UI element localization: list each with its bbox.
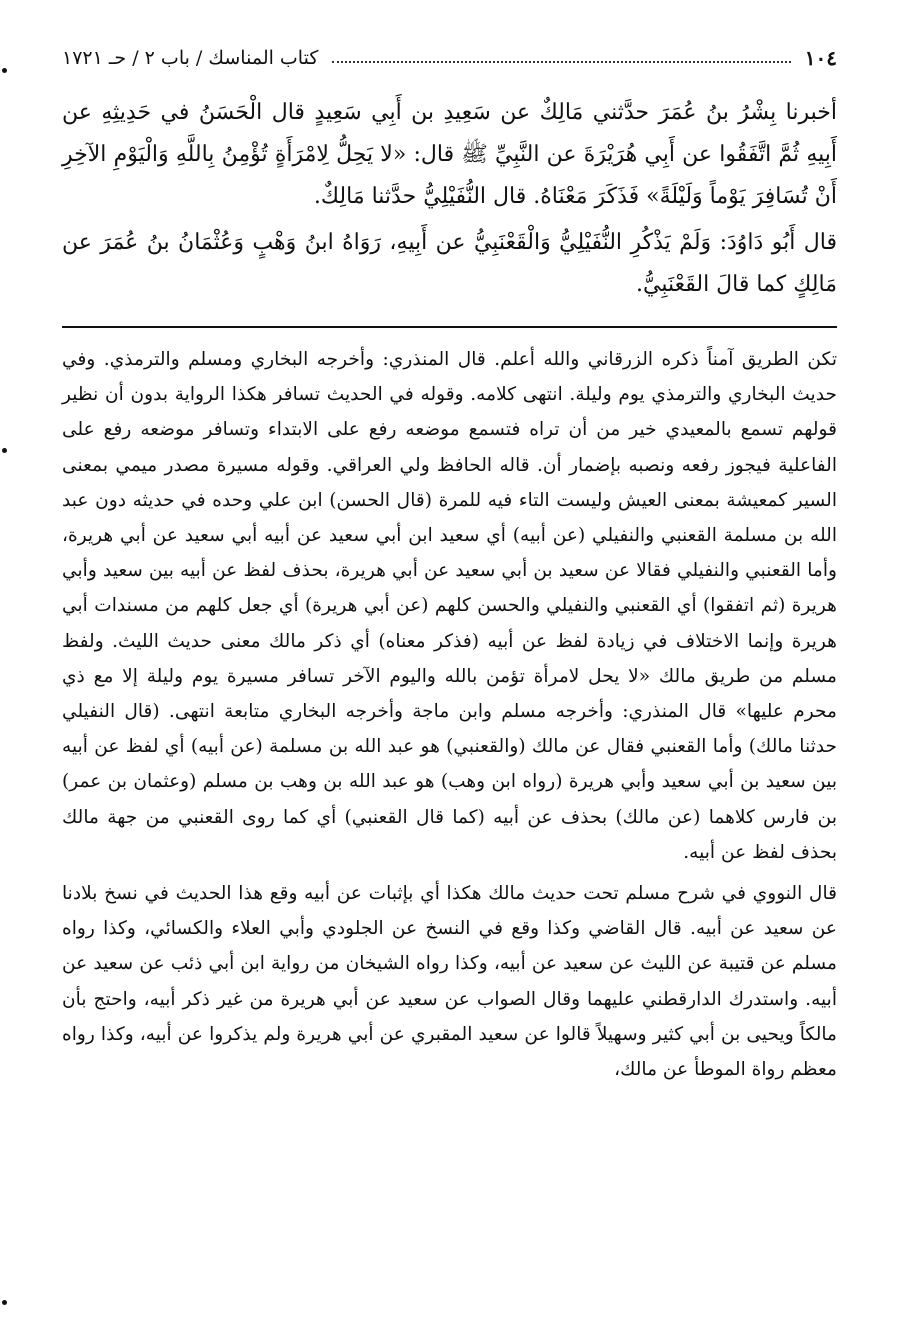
page-number: ١٠٤ <box>804 46 837 70</box>
commentary-paragraph: قال النووي في شرح مسلم تحت حديث مالك هكذا أي بإثبات عن أبيه وقع هذا الحديث في نسخ بلادنا عن سعيد عن أبيه. قال القاضي وكذا وقع في النسخ عن الجلودي وأبي العلاء والكسائي، وكذا رواه مسلم عن قتيبة عن الليث عن سعيد عن أبيه، وكذا رواه الشيخان من رواية ابن أبي ذئب عن سعيد عن أبيه. واستدرك الدارقطني عليهما وقال الصواب عن سعيد عن أبي هريرة من غير ذكر أبيه، واحتج بأن مالكاً ويحيى بن أبي كثير وسهيلاً قالوا عن سعيد المقبري عن أبي هريرة ولم يذكروا عن أبيه، وكذا رواه معظم رواة الموطأ عن مالك، <box>62 883 837 1081</box>
margin-mark <box>2 68 7 73</box>
book-page <box>62 38 837 1087</box>
commentary-paragraph: تكن الطريق آمناً ذكره الزرقاني والله أعلم. قال المنذري: وأخرجه البخاري ومسلم والترمذي. وفي حديث البخاري والترمذي يوم وليلة. انتهى كلامه. وقوله في الحديث تسافر هكذا الرواية بدون أن نظير قولهم تسمع بالمعيدي خير من أن تراه فتسمع موضعه رفع على الابتداء وتسافر موضعه رفع على الفاعلية فيجوز رفعه ونصبه بإضمار أن. قاله الحافظ ولي العراقي. وقوله مسيرة مصدر ميمي بمعنى السير كمعيشة بمعنى العيش وليست التاء فيه للمرة (قال الحسن) ابن علي وحده في حديثه دون عبد الله بن مسلمة القعنبي والنفيلي (عن أبيه) أي سعيد ابن أبي سعيد عن أبيه أبي سعيد عن أبي هريرة، وأما القعنبي والنفيلي فقالا عن سعيد بن أبي سعيد عن أبي هريرة، بحذف لفظ عن أبيه بين سعيد وأبي هريرة (ثم اتفقوا) أي القعنبي والنفيلي والحسن كلهم (عن أبي هريرة) أي جعل كلهم من مسندات أبي هريرة وإنما الاختلاف في زيادة لفظ عن أبيه (فذكر معناه) أي ذكر مالك معنى حديث الليث. ولفظ مسلم من طريق مالك «لا يحل لامرأة تؤمن بالله واليوم الآخر تسافر مسيرة يوم وليلة إلا مع ذي محرم عليها» قال المنذري: وأخرجه مسلم وابن ماجة وأخرجه البخاري متابعة انتهى. (قال النفيلي حدثنا مالك) وأما القعنبي فقال عن مالك (والقعنبي) هو عبد الله بن مسلمة (عن أبيه) أي لفظ عن أبيه بين سعيد بن أبي سعيد وأبي هريرة (رواه ابن وهب) هو عبد الله بن وهب بن مسلم (وعثمان بن عمر) بن فارس كلاهما (عن مالك) بحذف عن أبيه (كما قال القعنبي) أي كما روى القعنبي من جهة مالك بحذف لفظ عن أبيه. <box>62 349 837 863</box>
margin-mark <box>2 448 7 453</box>
running-title: كتاب المناسك / باب ٢ / حـ ١٧٢١ <box>62 47 319 69</box>
hadith-paragraph: أخبرنا بِشْرُ بنُ عُمَرَ حدَّثني مَالِكٌ عن سَعِيدِ بن أَبِي سَعِيدٍ قال الْحَسَنُ في حَدِيثِهِ عن أَبِيهِ ثُمَّ اتَّفَقُوا عن أَبِي هُرَيْرَةَ عن النَّبِيِّ ﷺ قال: «لا يَحِلُّ لِامْرَأَةٍ تُؤْمِنُ بِاللَّهِ وَالْيَوْمِ الآخِرِ أَنْ تُسَافِرَ يَوْماً وَلَيْلَةً» فَذَكَرَ مَعْنَاهُ. قال النُّفَيْلِيُّ حدَّثنا مَالِكٌ. <box>62 100 837 209</box>
hadith-paragraph: قال أَبُو دَاوُدَ: وَلَمْ يَذْكُرِ النُّفَيْلِيُّ وَالْقَعْنَبِيُّ عن أَبِيهِ، رَوَاهُ ابنُ وَهْبٍ وَعُثْمَانُ بنُ عُمَرَ عن مَالِكٍ كما قالَ القَعْنَبِيُّ. <box>62 230 837 297</box>
separator-rule <box>62 326 837 328</box>
header-dotted-leader <box>332 53 790 63</box>
page-header <box>62 38 837 78</box>
hadith-text <box>62 92 837 306</box>
commentary-text <box>62 342 837 1087</box>
margin-mark <box>2 1300 7 1305</box>
